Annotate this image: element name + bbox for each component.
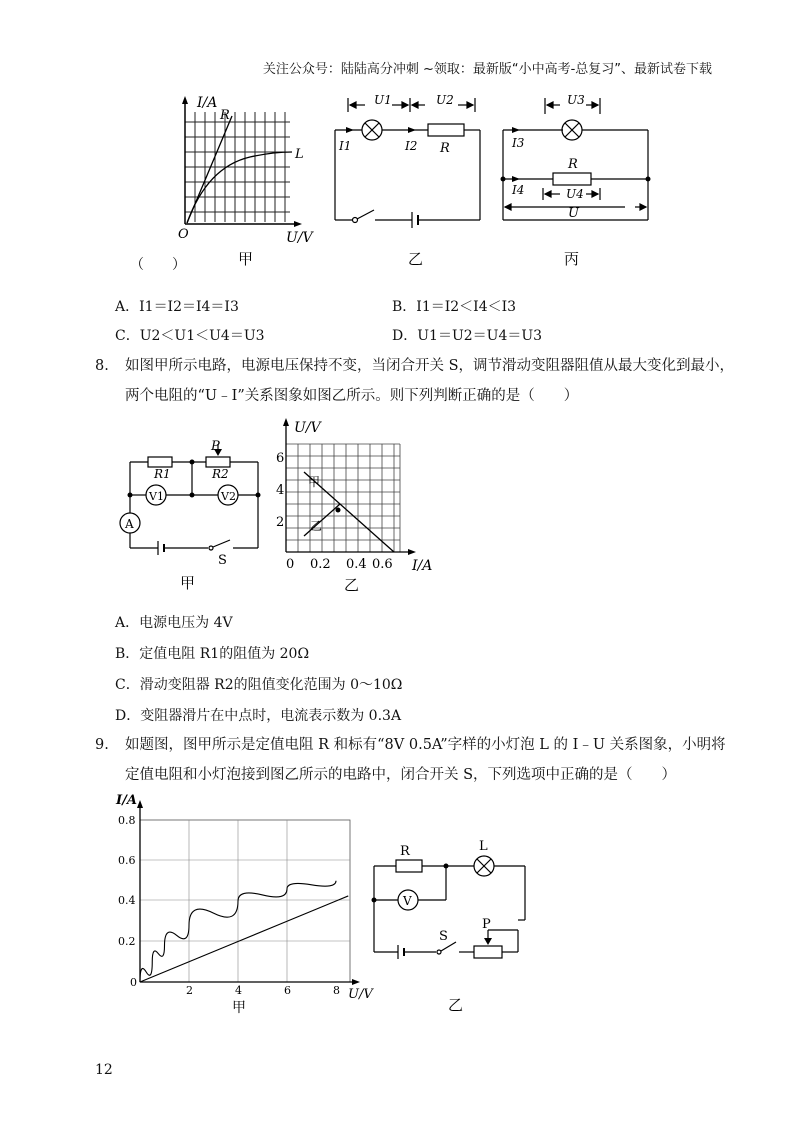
q9-circuit-yi (360, 830, 540, 1020)
q7-jia-xlabel: U/V (286, 230, 313, 246)
q8-xtick-0.6: 0.6 (372, 557, 393, 572)
q8-xtick-0: 0 (286, 557, 295, 572)
q7-graph-jia (178, 95, 315, 268)
page-number: 12 (95, 1062, 113, 1078)
q9-xtick-6: 6 (284, 984, 291, 997)
option-text: I1＝I2＝I4＝I3 (139, 299, 239, 315)
q8-graph-ylabel: U/V (294, 420, 321, 436)
q7-option-a[interactable] (115, 296, 239, 316)
q7-bing-i4: I4 (512, 183, 525, 197)
option-letter: B． (392, 299, 417, 315)
q9-series-line-R (140, 896, 348, 982)
option-letter: D． (115, 708, 141, 724)
option-text: 定值电阻 R1的阻值为 20Ω (139, 646, 310, 662)
q8-graph-grid (286, 444, 400, 552)
q7-bing-u4: U4 (566, 187, 584, 201)
q9-circuit-l: L (479, 839, 488, 854)
q9-circuit-v: V (403, 894, 412, 908)
q7-bing-caption: 丙 (564, 250, 580, 268)
q7-circuit-yi (335, 98, 480, 228)
q8-circuit-caption: 甲 (180, 574, 196, 592)
q9-ytick-0.4: 0.4 (118, 894, 136, 907)
q8-option-a[interactable] (115, 612, 233, 632)
q9-number: 9. (95, 737, 109, 753)
q8-stem-line2: 两个电阻的“U﹣I”关系图象如图乙所示。则下列判断正确的是（ ） (125, 388, 579, 404)
q8-graph-yi (272, 412, 452, 592)
q7-bing-r: R (568, 157, 578, 172)
q7-jia-label-R: R (220, 108, 230, 123)
q8-graph-caption: 乙 (344, 576, 360, 594)
q7-figures (120, 92, 640, 272)
q7-bing-u: U (568, 206, 579, 221)
q8-ytick-2: 2 (276, 515, 285, 530)
option-text: I1＝I2＜I4＜I3 (416, 299, 517, 315)
q7-jia-ylabel: I/A (197, 95, 218, 111)
option-text: U2＜U1＜U4＝U3 (139, 328, 265, 344)
q8-number: 8. (95, 358, 109, 374)
q8-option-c[interactable] (115, 674, 402, 694)
q9-graph-xlabel: U/V (348, 987, 373, 1002)
q8-ytick-4: 4 (276, 483, 285, 498)
q7-yi-caption: 乙 (408, 250, 424, 268)
q9-ytick-0.8: 0.8 (118, 814, 136, 827)
q9-ytick-0.6: 0.6 (118, 854, 136, 867)
option-letter: A． (115, 299, 140, 315)
q7-yi-i1: I1 (339, 139, 352, 153)
q8-xtick-0.2: 0.2 (310, 557, 331, 572)
option-letter: A． (115, 615, 140, 631)
q8-ytick-6: 6 (276, 451, 285, 466)
q7-option-c[interactable] (115, 325, 265, 345)
q9-stem-line1: 如题图，图甲所示是定值电阻 R 和标有“8V 0.5A”字样的小灯泡 L 的 I﹣U 关系图象，小明将 (125, 737, 726, 753)
q9-ytick-0: 0 (130, 976, 137, 989)
q9-graph-caption: 甲 (232, 1000, 246, 1016)
q7-yi-u1: U1 (374, 93, 392, 107)
q8-circuit-v1: V1 (149, 490, 164, 503)
option-text: U1＝U2＝U4＝U3 (417, 328, 543, 344)
q9-xtick-2: 2 (186, 984, 193, 997)
q9-circuit-caption: 乙 (448, 996, 464, 1014)
option-letter: B． (115, 646, 140, 662)
q8-graph-xlabel: I/A (412, 558, 433, 574)
option-letter: C． (115, 328, 140, 344)
q8-circuit-s: S (218, 553, 227, 568)
q8-xtick-0.4: 0.4 (346, 557, 367, 572)
q7-option-b[interactable] (392, 296, 516, 316)
q8-circuit-r2: R2 (212, 467, 229, 481)
q7-option-d[interactable] (392, 325, 542, 345)
page-header: 关注公众号：陆陆高分冲刺 ~领取：最新版“小中高考-总复习”、最新试卷下载 (262, 62, 712, 77)
q8-circuit-p: P (211, 439, 220, 454)
q9-xtick-8: 8 (333, 984, 340, 997)
option-text: 变阻器滑片在中点时，电流表示数为 0.3A (140, 708, 402, 724)
q9-graph-jia (108, 788, 373, 1018)
q8-option-d[interactable] (115, 705, 401, 725)
q8-circuit-r1: R1 (154, 467, 171, 481)
q7-jia-label-L: L (295, 147, 304, 162)
q8-series-label-yi: 乙 (310, 519, 323, 533)
q7-bing-i3: I3 (512, 136, 525, 150)
q7-yi-r: R (440, 141, 450, 156)
q8-circuit-a: A (125, 517, 134, 531)
q9-circuit-p: P (482, 917, 491, 932)
q7-jia-caption: 甲 (238, 250, 254, 268)
q9-circuit-s: S (439, 929, 448, 944)
q7-yi-i2: I2 (405, 139, 418, 153)
q9-xtick-4: 4 (235, 984, 242, 997)
q9-stem-line2: 定值电阻和小灯泡接到图乙所示的电路中，闭合开关 S，下列选项中正确的是（ ） (125, 767, 677, 783)
q8-series-label-jia: 甲 (308, 475, 321, 489)
q8-circuit-jia (108, 440, 278, 600)
q7-bing-u3: U3 (567, 93, 585, 107)
option-letter: D． (392, 328, 418, 344)
q8-option-b[interactable] (115, 643, 309, 663)
option-letter: C． (115, 677, 140, 693)
q7-jia-origin: O (178, 227, 189, 242)
q9-circuit-r: R (400, 844, 410, 859)
q7-yi-u2: U2 (436, 93, 454, 107)
q9-graph-ylabel: I/A (116, 793, 137, 808)
option-text: 滑动变阻器 R2的阻值变化范围为 0～10Ω (139, 677, 403, 693)
q7-paren: （ ） (130, 257, 186, 273)
q8-stem-line1: 如图甲所示电路，电源电压保持不变，当闭合开关 S，调节滑动变阻器阻值从最大变化到最小， (125, 358, 735, 374)
q8-intersection-point (336, 508, 341, 513)
q9-ytick-0.2: 0.2 (118, 935, 136, 948)
option-text: 电源电压为 4V (139, 615, 233, 631)
q8-circuit-v2: V2 (221, 490, 236, 503)
